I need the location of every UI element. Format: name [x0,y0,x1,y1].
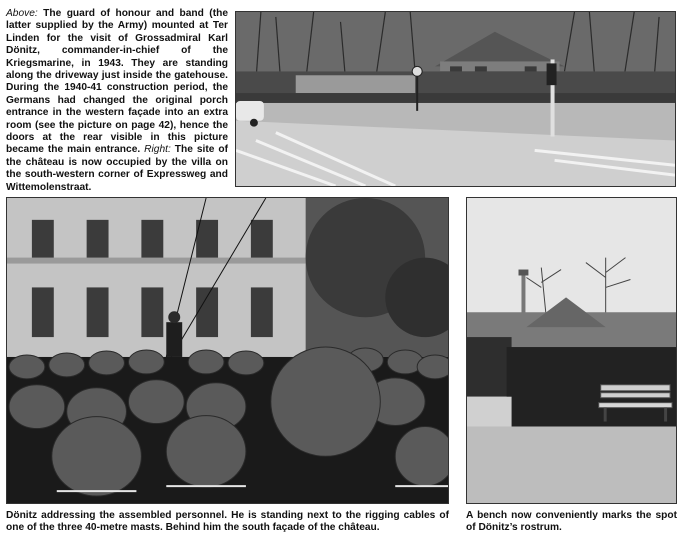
caption-label-right: Right: [144,144,171,156]
photo-street-corner [235,11,676,187]
caption-text-above: The guard of honour and band (the latter supplied by the Army) mounted at Ter Linden for the visit of Grossadmiral Karl Dönitz, commander-in-chief of the Kriegsmarine, in 1943. They are standing along the driveway just inside the gatehouse. During the 1940-41 construction period, the Germans had changed the original porch entrance in the western façade into an extra room (see the picture on page 42), hence the doors at the rear visible in this picture became the main entrance. [6,8,228,156]
street-scene-graphic [236,12,675,186]
caption-donitz-address: Dönitz addressing the assembled personnel. He is standing next to the rigging cables of one of the three 40-metre masts. Behind him the south façade of the château. [6,510,449,534]
bench-scene-graphic [467,198,676,503]
caption-above-right [6,8,228,194]
photo-bench-today [466,197,677,504]
caption-text-right: The site of the château is now occupied by the villa on the south-western corner of Expressweg and Wittemolenstraat. [6,144,228,193]
caption-bench: A bench now conveniently marks the spot of Dönitz’s rostrum. [466,510,677,534]
photo-donitz-address [6,197,449,504]
caption-label-above: Above: [6,8,38,19]
parade-scene-graphic [7,198,448,503]
